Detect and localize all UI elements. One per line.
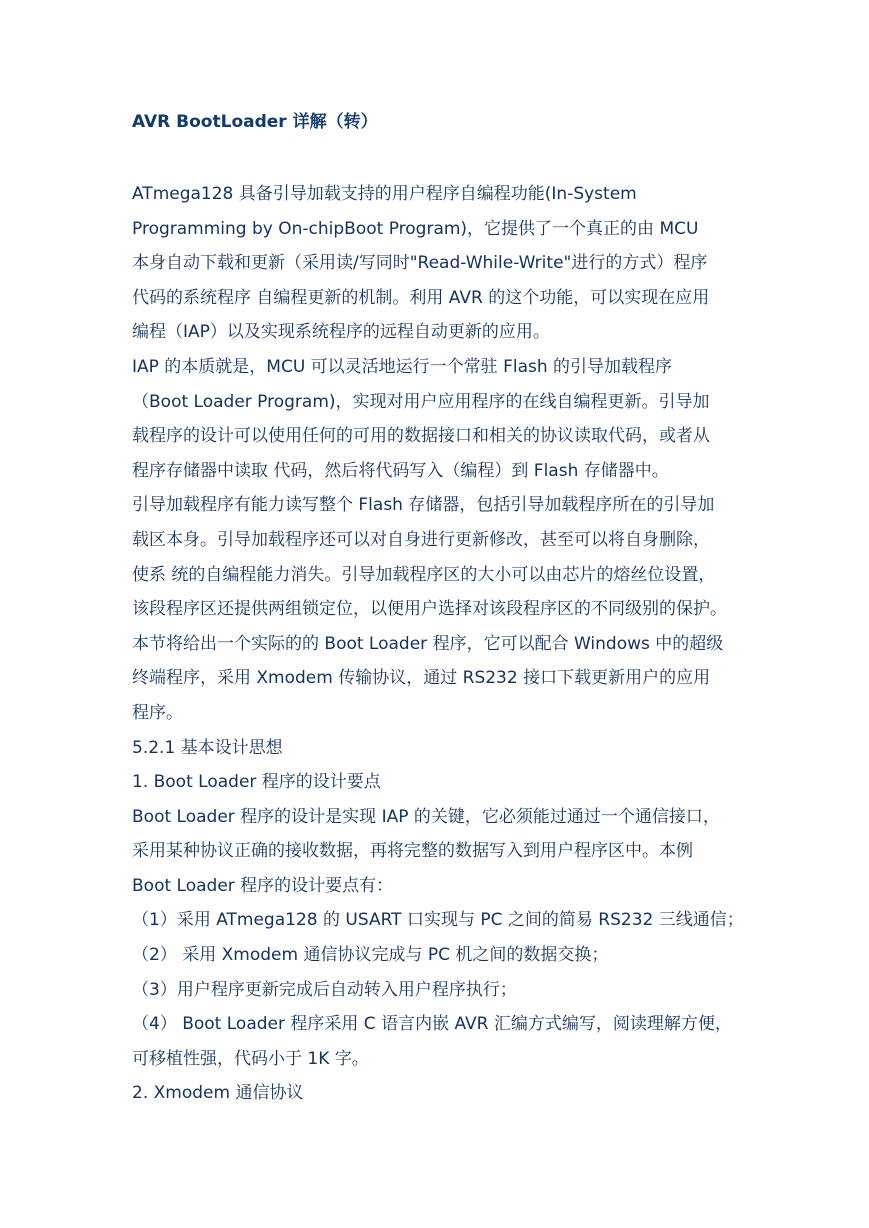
text-line: 载程序的设计可以使用任何的可用的数据接口和相关的协议读取代码，或者从 — [132, 426, 710, 447]
text-line: 程序存储器中读取 代码，然后将代码写入（编程）到 Flash 存储器中。 — [132, 460, 669, 481]
text-line: 载区本身。引导加载程序还可以对自身进行更新修改，甚至可以将自身删除， — [132, 529, 710, 550]
text-line: 编程（IAP）以及实现系统程序的远程自动更新的应用。 — [132, 322, 550, 343]
text-line: 本节将给出一个实际的的 Boot Loader 程序，它可以配合 Windows 中的超级 — [132, 633, 724, 654]
text-line: Boot Loader 程序的设计要点有： — [132, 875, 394, 896]
text-line: IAP 的本质就是，MCU 可以灵活地运行一个常驻 Flash 的引导加载程序 — [132, 356, 673, 377]
text-line: 代码的系统程序 自编程更新的机制。利用 AVR 的这个功能，可以实现在应用 — [132, 287, 710, 308]
text-line: 终端程序，采用 Xmodem 传输协议，通过 RS232 接口下载更新用户的应用 — [132, 668, 711, 689]
text-line: 程序。 — [132, 702, 183, 723]
text-line: 引导加载程序有能力读写整个 Flash 存储器，包括引导加载程序所在的引导加 — [132, 495, 715, 516]
text-line: 本身自动下载和更新（采用读/写同时"Read-While-Write"进行的方式）程序 — [132, 253, 708, 274]
list-item: （4） Boot Loader 程序采用 C 语言内嵌 AVR 汇编方式编写，阅读理解方便， — [132, 1014, 732, 1035]
text-line: Programming by On-chipBoot Program)，它提供了一个真正的由 MCU — [132, 218, 699, 239]
document-title: AVR BootLoader 详解（转） — [132, 112, 378, 132]
list-item: （1）采用 ATmega128 的 USART 口实现与 PC 之间的简易 RS232 三线通信； — [132, 910, 744, 931]
text-line: （Boot Loader Program)，实现对用户应用程序的在线自编程更新。引导加 — [132, 391, 710, 412]
text-line: 该段程序区还提供两组锁定位，以便用户选择对该段程序区的不同级别的保护。 — [132, 599, 727, 620]
section-heading: 5.2.1 基本设计思想 — [132, 737, 283, 758]
text-line: 使系 统的自编程能力消失。引导加载程序区的大小可以由芯片的熔丝位设置， — [132, 564, 716, 585]
text-line: ATmega128 具备引导加载支持的用户程序自编程功能(In-System — [132, 184, 637, 204]
subsection-heading: 1. Boot Loader 程序的设计要点 — [132, 772, 381, 793]
text-line: 可移植性强，代码小于 1K 字。 — [132, 1048, 369, 1069]
document-body — [132, 177, 772, 1111]
text-line: Boot Loader 程序的设计是实现 IAP 的关键，它必须能过通过一个通信接口， — [132, 806, 720, 827]
list-item: （2） 采用 Xmodem 通信协议完成与 PC 机之间的数据交换； — [132, 945, 609, 966]
subsection-heading: 2. Xmodem 通信协议 — [132, 1083, 304, 1104]
text-line: 采用某种协议正确的接收数据，再将完整的数据写入到用户程序区中。本例 — [132, 841, 693, 862]
list-item: （3）用户程序更新完成后自动转入用户程序执行； — [132, 979, 517, 1000]
